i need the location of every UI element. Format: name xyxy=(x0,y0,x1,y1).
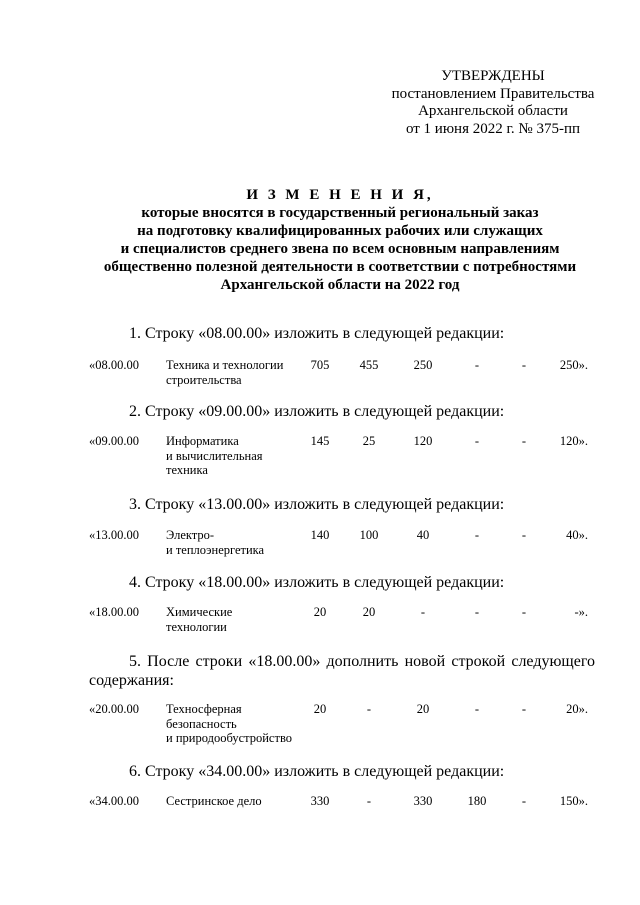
row-value: 20 xyxy=(362,605,376,619)
row-value: - xyxy=(474,528,480,542)
row-value: 25 xyxy=(362,434,376,448)
row-value: 20 xyxy=(313,605,327,619)
row-value: 330 xyxy=(310,794,330,808)
row-value: 250 xyxy=(413,358,433,372)
instruction-6: 6. Строку «34.00.00» изложить в следующей редакции: xyxy=(129,763,505,780)
row-value: 330 xyxy=(413,794,433,808)
row-name: Информатика и вычислительная техника xyxy=(166,434,263,477)
row-value: -». xyxy=(574,605,588,619)
row-value: 705 xyxy=(310,358,330,372)
approval-stamp xyxy=(388,68,598,138)
row-value: 140 xyxy=(310,528,330,542)
approval-line: постановлением Правительства xyxy=(391,85,595,102)
approval-date: от 1 июня 2022 г. № 375-пп xyxy=(405,120,581,137)
heading-line: на подготовку квалифицированных рабочих или служащих xyxy=(137,223,543,239)
row-name: Электро- и теплоэнергетика xyxy=(166,528,265,557)
row-value: 100 xyxy=(359,528,379,542)
instruction-3: 3. Строку «13.00.00» изложить в следующей редакции: xyxy=(129,496,505,513)
row-code: «18.00.00 xyxy=(89,605,139,619)
document-heading xyxy=(60,186,620,294)
row-value: - xyxy=(474,702,480,716)
row-value: 145 xyxy=(310,434,330,448)
approval-title: УТВЕРЖДЕНЫ xyxy=(441,68,545,84)
heading-line: общественно полезной деятельности в соответствии с потребностями xyxy=(103,259,577,275)
instruction-2: 2. Строку «09.00.00» изложить в следующей редакции: xyxy=(129,403,505,420)
instruction-5: 5. После строки «18.00.00» дополнить новой строкой следующего содержания: xyxy=(89,653,595,689)
row-code: «09.00.00 xyxy=(89,434,139,448)
heading-line: которые вносятся в государственный региональный заказ xyxy=(141,205,539,221)
row-value: 20 xyxy=(313,702,327,716)
row-value: 180 xyxy=(467,794,487,808)
row-value: 40 xyxy=(416,528,430,542)
row-value: - xyxy=(474,605,480,619)
row-value: 120». xyxy=(559,434,588,448)
row-value: 455 xyxy=(359,358,379,372)
row-value: - xyxy=(521,794,527,808)
row-value: - xyxy=(366,794,372,808)
row-value: - xyxy=(474,434,480,448)
row-value: - xyxy=(521,358,527,372)
heading-line: и специалистов среднего звена по всем основным направлениям xyxy=(120,241,560,257)
row-value: - xyxy=(521,605,527,619)
row-value: - xyxy=(420,605,426,619)
row-value: 20 xyxy=(416,702,430,716)
row-code: «20.00.00 xyxy=(89,702,139,716)
row-code: «34.00.00 xyxy=(89,794,139,808)
row-value: 40». xyxy=(566,528,588,542)
row-code: «13.00.00 xyxy=(89,528,139,542)
document-title: И З М Е Н Е Н И Я, xyxy=(246,187,434,203)
instruction-4: 4. Строку «18.00.00» изложить в следующей редакции: xyxy=(129,574,505,591)
row-value: 250». xyxy=(559,358,588,372)
row-value: - xyxy=(474,358,480,372)
row-value: - xyxy=(521,702,527,716)
instruction-1: 1. Строку «08.00.00» изложить в следующей редакции: xyxy=(129,325,505,342)
row-name: Техника и технологии строительства xyxy=(166,358,284,387)
row-code: «08.00.00 xyxy=(89,358,139,372)
heading-line: Архангельской области на 2022 год xyxy=(220,277,460,293)
row-value: 150». xyxy=(559,794,588,808)
row-value: - xyxy=(521,434,527,448)
row-name: Химические технологии xyxy=(166,605,233,634)
row-name: Сестринское дело xyxy=(166,794,262,808)
row-name: Техносферная безопасность и природообустройство xyxy=(166,702,293,745)
row-value: - xyxy=(366,702,372,716)
approval-line: Архангельской области xyxy=(418,103,568,119)
row-value: - xyxy=(521,528,527,542)
row-value: 120 xyxy=(413,434,433,448)
row-value: 20». xyxy=(566,702,588,716)
